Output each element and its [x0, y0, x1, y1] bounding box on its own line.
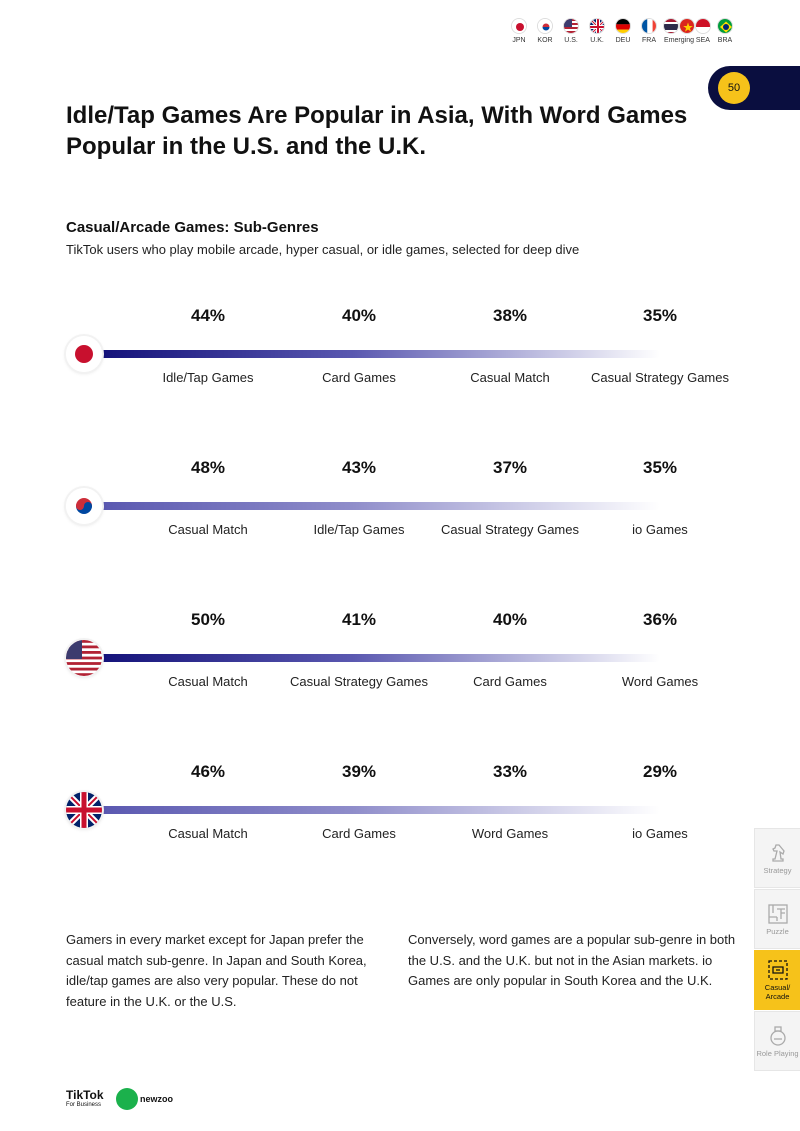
flag-code: U.K.	[590, 37, 604, 44]
us-flag-icon	[563, 18, 579, 34]
flag-code: KOR	[537, 37, 553, 44]
genre-side-nav	[754, 828, 800, 1072]
brazil-flag-icon	[717, 18, 733, 34]
pct-value: 38%	[492, 306, 528, 325]
market-row-us	[0, 610, 720, 730]
france-flag-icon	[641, 18, 657, 34]
pct-value: 43%	[341, 458, 377, 477]
section-heading: Casual/Arcade Games: Sub-Genres	[66, 219, 319, 236]
flag-code: Emerging SEA	[664, 37, 710, 44]
flag-code: FRA	[642, 37, 656, 44]
subgenre-label: Card Games	[322, 826, 396, 841]
pct-value: 37%	[492, 458, 528, 477]
pct-value: 44%	[190, 306, 226, 325]
sea-flags-icon	[663, 18, 711, 34]
flag-uk[interactable]	[584, 18, 610, 44]
flag-kor[interactable]	[532, 18, 558, 44]
page-number: 50	[718, 72, 750, 104]
subgenre-label: Idle/Tap Games	[162, 370, 254, 385]
section-description: TikTok users who play mobile arcade, hyper casual, or idle games, selected for deep dive	[66, 242, 580, 257]
nav-label: Puzzle	[766, 926, 789, 936]
subgenre-label: io Games	[632, 826, 688, 841]
nav-item-strategy[interactable]	[754, 828, 800, 888]
uk-flag-icon	[66, 792, 102, 828]
germany-flag-icon	[615, 18, 631, 34]
market-flag-bar	[506, 18, 738, 44]
tiktok-logo: TikTok	[66, 1088, 104, 1102]
subgenre-label: Idle/Tap Games	[313, 522, 405, 537]
subgenre-label: Casual Match	[168, 826, 248, 841]
vietnam-flag-icon	[679, 18, 695, 34]
thailand-flag-icon	[663, 18, 679, 34]
newzoo-logo	[116, 1088, 173, 1110]
flag-code: JPN	[512, 37, 526, 44]
summary-paragraph-right: Conversely, word games are a popular sub-genre in both the U.S. and the U.K. but not in the Asian markets. io Games are only popular in South Korea and the U.K.	[408, 932, 736, 988]
nav-item-casual-arcade[interactable]	[754, 950, 800, 1010]
pct-value: 48%	[190, 458, 226, 477]
korea-flag-icon	[66, 488, 102, 524]
subgenre-label: Casual Match	[168, 522, 248, 537]
rank-bar	[100, 350, 660, 358]
subgenre-label: Word Games	[621, 674, 699, 689]
pct-value: 46%	[190, 762, 226, 781]
subgenre-label: Casual Strategy Games	[289, 674, 428, 689]
pct-value: 40%	[341, 306, 377, 325]
pct-value: 35%	[642, 458, 678, 477]
pct-value: 50%	[190, 610, 226, 629]
flag-fra[interactable]	[636, 18, 662, 44]
rank-bar	[100, 806, 660, 814]
subgenre-label: Casual Match	[168, 674, 248, 689]
nav-label: Strategy	[763, 865, 792, 875]
uk-flag-icon	[589, 18, 605, 34]
flag-code: BRA	[717, 37, 733, 44]
us-flag-icon	[66, 640, 102, 676]
potion-icon	[767, 1025, 789, 1047]
flag-code: DEU	[615, 37, 631, 44]
pct-value: 35%	[642, 306, 678, 325]
korea-flag-icon	[537, 18, 553, 34]
tiktok-for-business: For Business	[66, 1102, 102, 1108]
page-number-tab	[708, 66, 800, 110]
flag-emerging-sea[interactable]	[662, 18, 712, 44]
nav-label: Role Playing	[756, 1048, 799, 1058]
subgenre-label: Card Games	[473, 674, 547, 689]
market-row-jpn	[0, 306, 729, 426]
market-row-uk	[0, 762, 720, 882]
subgenre-label: Casual Match	[470, 370, 550, 385]
indonesia-flag-icon	[695, 18, 711, 34]
nav-item-role-playing[interactable]	[754, 1011, 800, 1071]
chess-knight-icon	[767, 842, 789, 864]
pct-value: 33%	[492, 762, 528, 781]
flag-deu[interactable]	[610, 18, 636, 44]
japan-flag-icon	[66, 336, 102, 372]
flag-bra[interactable]	[712, 18, 738, 44]
flag-code: U.S.	[564, 37, 578, 44]
flag-jpn[interactable]	[506, 18, 532, 44]
pct-value: 41%	[341, 610, 377, 629]
subgenre-label: Casual Strategy Games	[590, 370, 729, 385]
summary-paragraph-left: Gamers in every market except for Japan prefer the casual match sub-genre. In Japan and South Korea, idle/tap games are also very popular. These do not feature in the U.K. or the U.S.	[66, 932, 367, 1009]
nav-item-puzzle[interactable]	[754, 889, 800, 949]
newzoo-wordmark: newzoo	[140, 1094, 173, 1104]
nav-label: Casual/ Arcade	[764, 983, 791, 1001]
subgenre-label: Card Games	[322, 370, 396, 385]
subgenre-label: Casual Strategy Games	[440, 522, 579, 537]
newzoo-mark-icon	[116, 1088, 138, 1110]
pct-value: 39%	[341, 762, 377, 781]
pct-value: 29%	[642, 762, 678, 781]
maze-icon	[767, 903, 789, 925]
subgenre-label: io Games	[632, 522, 688, 537]
subgenre-label: Word Games	[471, 826, 549, 841]
pct-value: 36%	[642, 610, 678, 629]
flag-us[interactable]	[558, 18, 584, 44]
market-row-kor	[0, 458, 720, 578]
pct-value: 40%	[492, 610, 528, 629]
rank-bar	[100, 502, 660, 510]
rank-bar	[100, 654, 660, 662]
arcade-icon	[767, 959, 789, 981]
japan-flag-icon	[511, 18, 527, 34]
page-title: Idle/Tap Games Are Popular in Asia, With Word Games Popular in the U.S. and the U.K.	[66, 102, 688, 160]
